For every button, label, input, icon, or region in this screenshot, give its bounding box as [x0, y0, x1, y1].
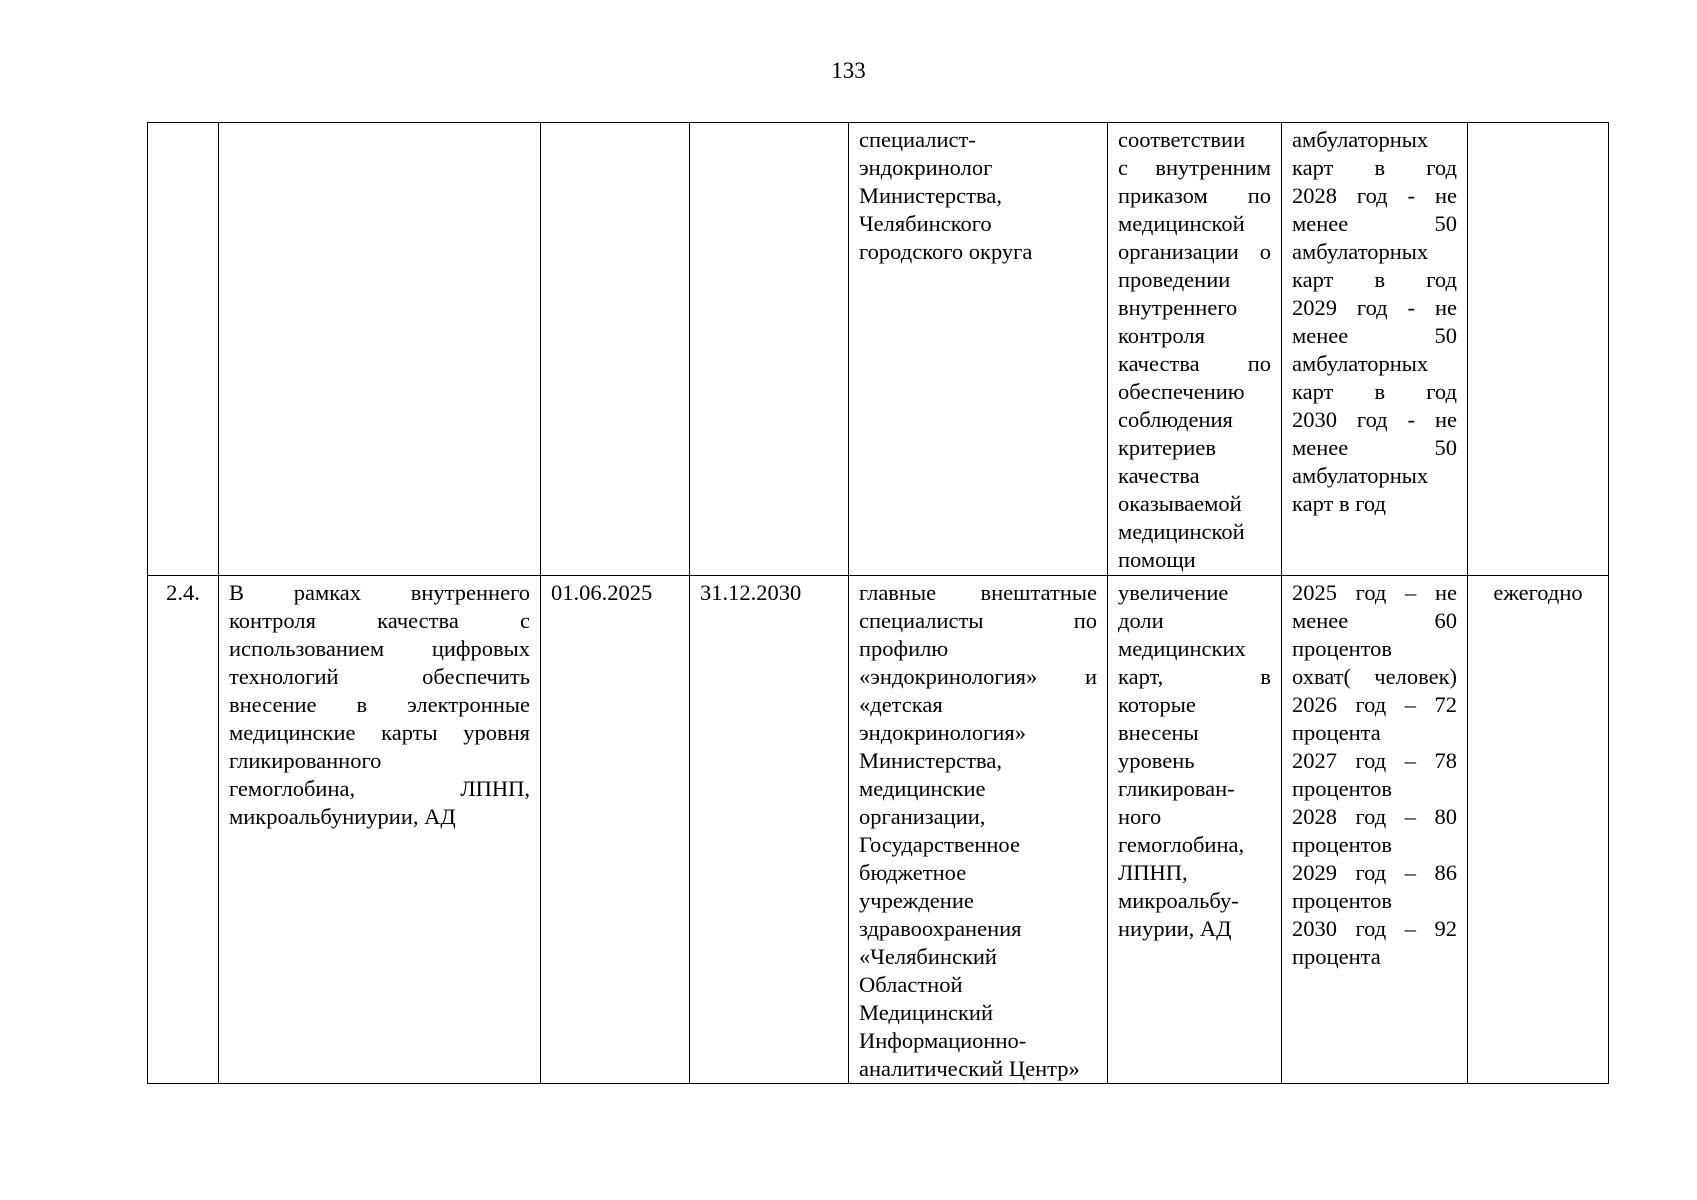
- cell-line: 2027 год – 78: [1292, 748, 1457, 773]
- cell-line: аналитический Центр»: [859, 1056, 1080, 1081]
- result-cell: [1108, 576, 1282, 1084]
- cell-line: 2029 год – 86: [1292, 860, 1457, 885]
- cell-line: Областной: [859, 972, 963, 997]
- cell-line: карт, в: [1118, 664, 1271, 689]
- cell-line: увеличение: [1118, 580, 1229, 605]
- cell-line: помощи: [1118, 547, 1196, 572]
- cell-line: процента: [1292, 944, 1381, 969]
- cell-line: критериев: [1118, 435, 1216, 460]
- cell-line: менее 60: [1292, 608, 1457, 633]
- cell-line: качества по: [1118, 351, 1271, 376]
- cell-line: амбулаторных: [1292, 127, 1429, 152]
- cell-line: амбулаторных: [1292, 239, 1429, 264]
- cell-line: эндокринология»: [859, 720, 1026, 745]
- cell-line: соблюдения: [1118, 407, 1233, 432]
- cell-line: медицинские карты уровня: [229, 720, 530, 745]
- cell-line: гемоглобина, ЛПНП,: [229, 776, 530, 801]
- cell-line: специалисты по: [859, 608, 1097, 633]
- cell-line: Информационно-: [859, 1028, 1027, 1053]
- cell-line: менее 50: [1292, 211, 1457, 236]
- cell-line: микроальбуниурии, АД: [229, 804, 456, 829]
- responsible-cell: [849, 123, 1108, 576]
- result-cell: [1108, 123, 1282, 576]
- cell-line: бюджетное: [859, 860, 967, 885]
- cell-line: оказываемой: [1118, 491, 1242, 516]
- cell-line: организации,: [859, 804, 986, 829]
- cell-line: карт в год: [1292, 155, 1457, 180]
- cell-line: 2030 год - не: [1292, 407, 1457, 432]
- cell-line: организации о: [1118, 239, 1271, 264]
- cell-line: главные внештатные: [859, 580, 1097, 605]
- frequency-cell: ежегодно: [1468, 576, 1609, 1084]
- cell-line: уровень: [1118, 748, 1195, 773]
- cell-line: контроля: [1118, 323, 1205, 348]
- cell-line: гликирован-: [1118, 776, 1235, 801]
- cell-line: городского округа: [859, 239, 1033, 264]
- cell-line: технологий обеспечить: [229, 664, 530, 689]
- cell-line: внесены: [1118, 720, 1199, 745]
- table-body: [148, 123, 1609, 1084]
- cell-line: специалист-: [859, 127, 976, 152]
- cell-line: соответствии: [1118, 127, 1246, 152]
- cell-line: медицинской: [1118, 211, 1245, 236]
- indicator-cell: [1282, 123, 1468, 576]
- cell-line: карт в год: [1292, 379, 1457, 404]
- cell-line: приказом по: [1118, 183, 1271, 208]
- cell-line: гемоглобина,: [1118, 832, 1245, 857]
- cell-line: 2029 год - не: [1292, 295, 1457, 320]
- cell-line: использованием цифровых: [229, 636, 530, 661]
- cell-line: медицинской: [1118, 519, 1245, 544]
- cell-line: процентов: [1292, 776, 1393, 801]
- cell-line: амбулаторных: [1292, 463, 1429, 488]
- cell-line: 2025 год – не: [1292, 580, 1457, 605]
- responsible-cell: [849, 576, 1108, 1084]
- cell-line: В рамках внутреннего: [229, 580, 530, 605]
- cell-line: профилю: [859, 636, 949, 661]
- table-row: [148, 123, 1609, 576]
- cell-line: учреждение: [859, 888, 974, 913]
- table-row: [148, 576, 1609, 1084]
- cell-line: Челябинского: [859, 211, 992, 236]
- cell-line: 2028 год - не: [1292, 183, 1457, 208]
- cell-line: процентов: [1292, 636, 1393, 661]
- cell-line: с внутренним: [1118, 155, 1271, 180]
- cell-line: ниурии, АД: [1118, 916, 1232, 941]
- cell-line: внесение в электронные: [229, 692, 530, 717]
- start-date-cell: 01.06.2025: [541, 576, 690, 1084]
- cell-line: процентов: [1292, 888, 1393, 913]
- cell-line: 2028 год – 80: [1292, 804, 1457, 829]
- cell-line: которые: [1118, 692, 1196, 717]
- cell-line: медицинские: [859, 776, 986, 801]
- cell-line: обеспечению: [1118, 379, 1245, 404]
- cell-line: эндокринолог: [859, 155, 993, 180]
- cell-line: ЛПНП,: [1118, 860, 1188, 885]
- cell-line: амбулаторных: [1292, 351, 1429, 376]
- cell-line: карт в год: [1292, 267, 1457, 292]
- cell-line: менее 50: [1292, 435, 1457, 460]
- cell-line: охват( человек): [1292, 664, 1457, 689]
- cell-line: процента: [1292, 720, 1381, 745]
- cell-line: контроля качества с: [229, 608, 530, 633]
- frequency-cell: [1468, 123, 1609, 576]
- cell-line: Министерства,: [859, 183, 1002, 208]
- end-date-cell: 31.12.2030: [690, 576, 849, 1084]
- cell-line: микроальбу-: [1118, 888, 1239, 913]
- cell-line: менее 50: [1292, 323, 1457, 348]
- cell-line: карт в год: [1292, 491, 1386, 516]
- cell-line: 2030 год – 92: [1292, 916, 1457, 941]
- cell-line: «Челябинский: [859, 944, 997, 969]
- item-number-cell: 2.4.: [148, 576, 219, 1084]
- indicator-cell: [1282, 576, 1468, 1084]
- cell-line: доли: [1118, 608, 1164, 633]
- cell-line: гликированного: [229, 748, 382, 773]
- cell-line: Министерства,: [859, 748, 1002, 773]
- start-date-cell: [541, 123, 690, 576]
- plan-table: [147, 122, 1609, 1084]
- cell-line: 2026 год – 72: [1292, 692, 1457, 717]
- cell-line: «эндокринология» и: [859, 664, 1097, 689]
- cell-line: «детская: [859, 692, 943, 717]
- cell-line: внутреннего: [1118, 295, 1238, 320]
- item-number-cell: [148, 123, 219, 576]
- activity-cell: [219, 123, 541, 576]
- cell-line: ного: [1118, 804, 1162, 829]
- cell-line: Государственное: [859, 832, 1020, 857]
- end-date-cell: [690, 123, 849, 576]
- cell-line: Медицинский: [859, 1000, 994, 1025]
- cell-line: здравоохранения: [859, 916, 1022, 941]
- page-number: 133: [831, 58, 866, 83]
- cell-line: процентов: [1292, 832, 1393, 857]
- cell-line: качества: [1118, 463, 1200, 488]
- cell-line: медицинских: [1118, 636, 1246, 661]
- cell-line: проведении: [1118, 267, 1231, 292]
- activity-cell: [219, 576, 541, 1084]
